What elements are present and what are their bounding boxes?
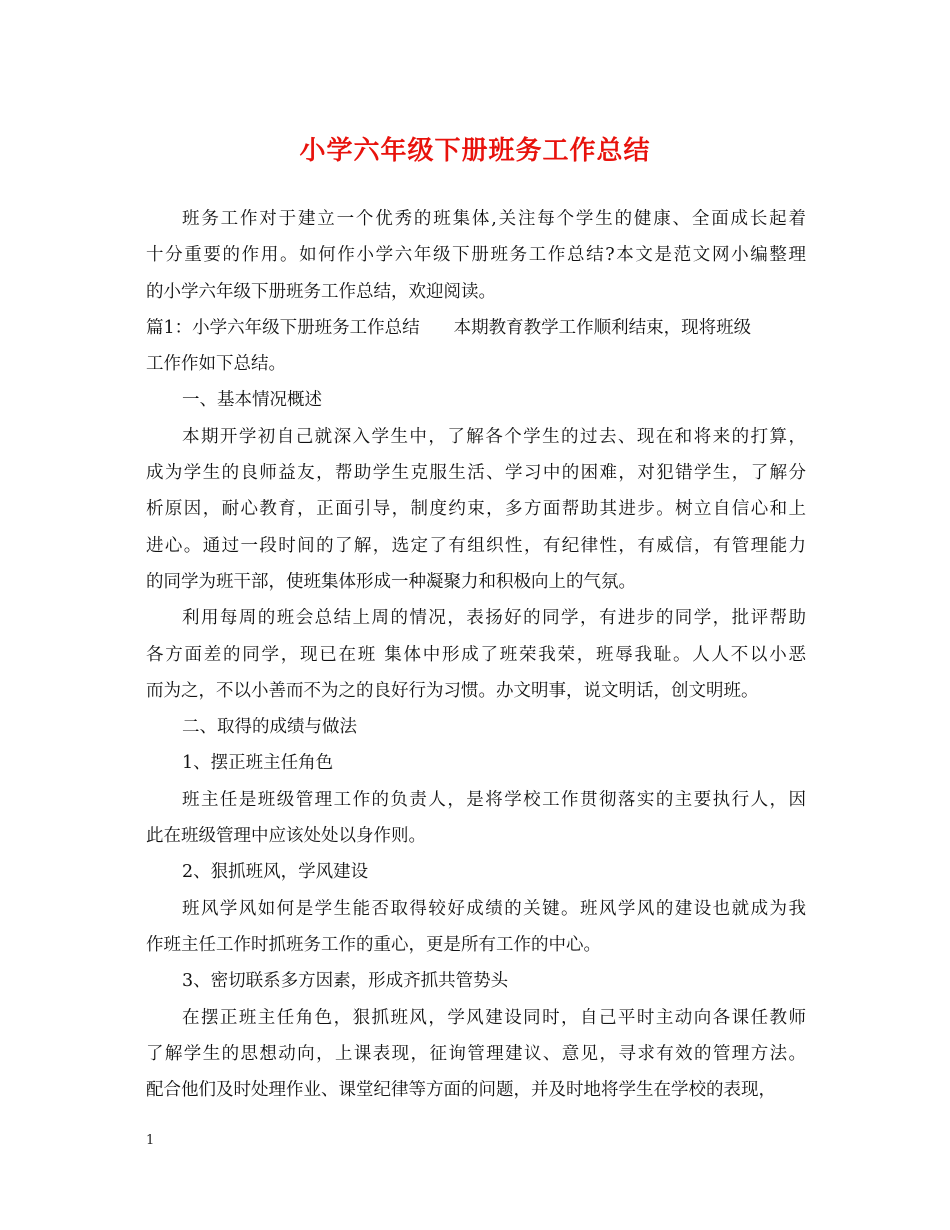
section-heading: 二、取得的成绩与做法 — [182, 717, 357, 738]
subsection-heading: 3、密切联系多方因素，形成齐抓共管势头 — [182, 971, 509, 992]
paragraph-line: 本期开学初自己就深入学生中，了解各个学生的过去、现在和将来的打算， — [182, 426, 806, 447]
paragraph-line — [146, 310, 806, 346]
paragraph-line: 作班主任工作时抓班务工作的重心，更是所有工作的中心。 — [146, 934, 601, 955]
paragraph-line: 了解学生的思想动向，上课表现，征询管理建议、意见，寻求有效的管理方法。 — [146, 1043, 806, 1064]
paragraph-line: 工作作如下总结。 — [146, 354, 286, 375]
document-title: 小学六年级下册班务工作总结 — [299, 136, 651, 166]
paragraph-line: 十分重要的作用。如何作小学六年级下册班务工作总结?本文是范文网小编整理 — [146, 245, 806, 266]
paragraph-line: 进心。通过一段时间的了解，选定了有组织性，有纪律性，有威信，有管理能力 — [146, 535, 806, 556]
paragraph-line: 成为学生的良师益友，帮助学生克服生活、学习中的困难，对犯错学生，了解分 — [146, 463, 806, 484]
page-number: 1 — [146, 1133, 155, 1148]
paragraph-line: 的同学为班干部，使班集体形成一种凝聚力和积极向上的气氛。 — [146, 571, 636, 592]
paragraph-line: 的小学六年级下册班务工作总结，欢迎阅读。 — [146, 281, 496, 302]
document-body — [146, 201, 806, 1108]
section-heading: 一、基本情况概述 — [182, 390, 322, 411]
paragraph-line: 在摆正班主任角色，狠抓班风，学风建设同时，自己平时主动向各课任教师 — [182, 1007, 806, 1028]
section-heading: 篇1：小学六年级下册班务工作总结 — [146, 317, 420, 338]
paragraph-line: 班务工作对于建立一个优秀的班集体,关注每个学生的健康、全面成长起着 — [182, 209, 806, 229]
paragraph-line: 此在班级管理中应该处处以身作则。 — [146, 826, 426, 847]
paragraph-line: 班主任是班级管理工作的负责人，是将学校工作贯彻落实的主要执行人，因 — [182, 789, 806, 810]
paragraph-line: 利用每周的班会总结上周的情况，表扬好的同学，有进步的同学，批评帮助 — [182, 608, 806, 629]
subsection-heading: 1、摆正班主任角色 — [182, 753, 334, 774]
paragraph-line: 各方面差的同学，现已在班 集体中形成了班荣我荣，班辱我耻。人人不以小恶 — [146, 644, 806, 665]
paragraph-text: 本期教育教学工作顺利结束，现将班级 — [453, 317, 752, 338]
subsection-heading: 2、狠抓班风，学风建设 — [182, 862, 369, 883]
paragraph-line: 班风学风如何是学生能否取得较好成绩的关键。班风学风的建设也就成为我 — [182, 898, 806, 919]
paragraph-line: 而为之，不以小善而不为之的良好行为习惯。办文明事，说文明话，创文明班。 — [146, 680, 759, 701]
paragraph-line: 配合他们及时处理作业、课堂纪律等方面的问题，并及时地将学生在学校的表现， — [146, 1080, 776, 1101]
paragraph-line: 析原因，耐心教育，正面引导，制度约束，多方面帮助其进步。树立自信心和上 — [146, 499, 806, 520]
